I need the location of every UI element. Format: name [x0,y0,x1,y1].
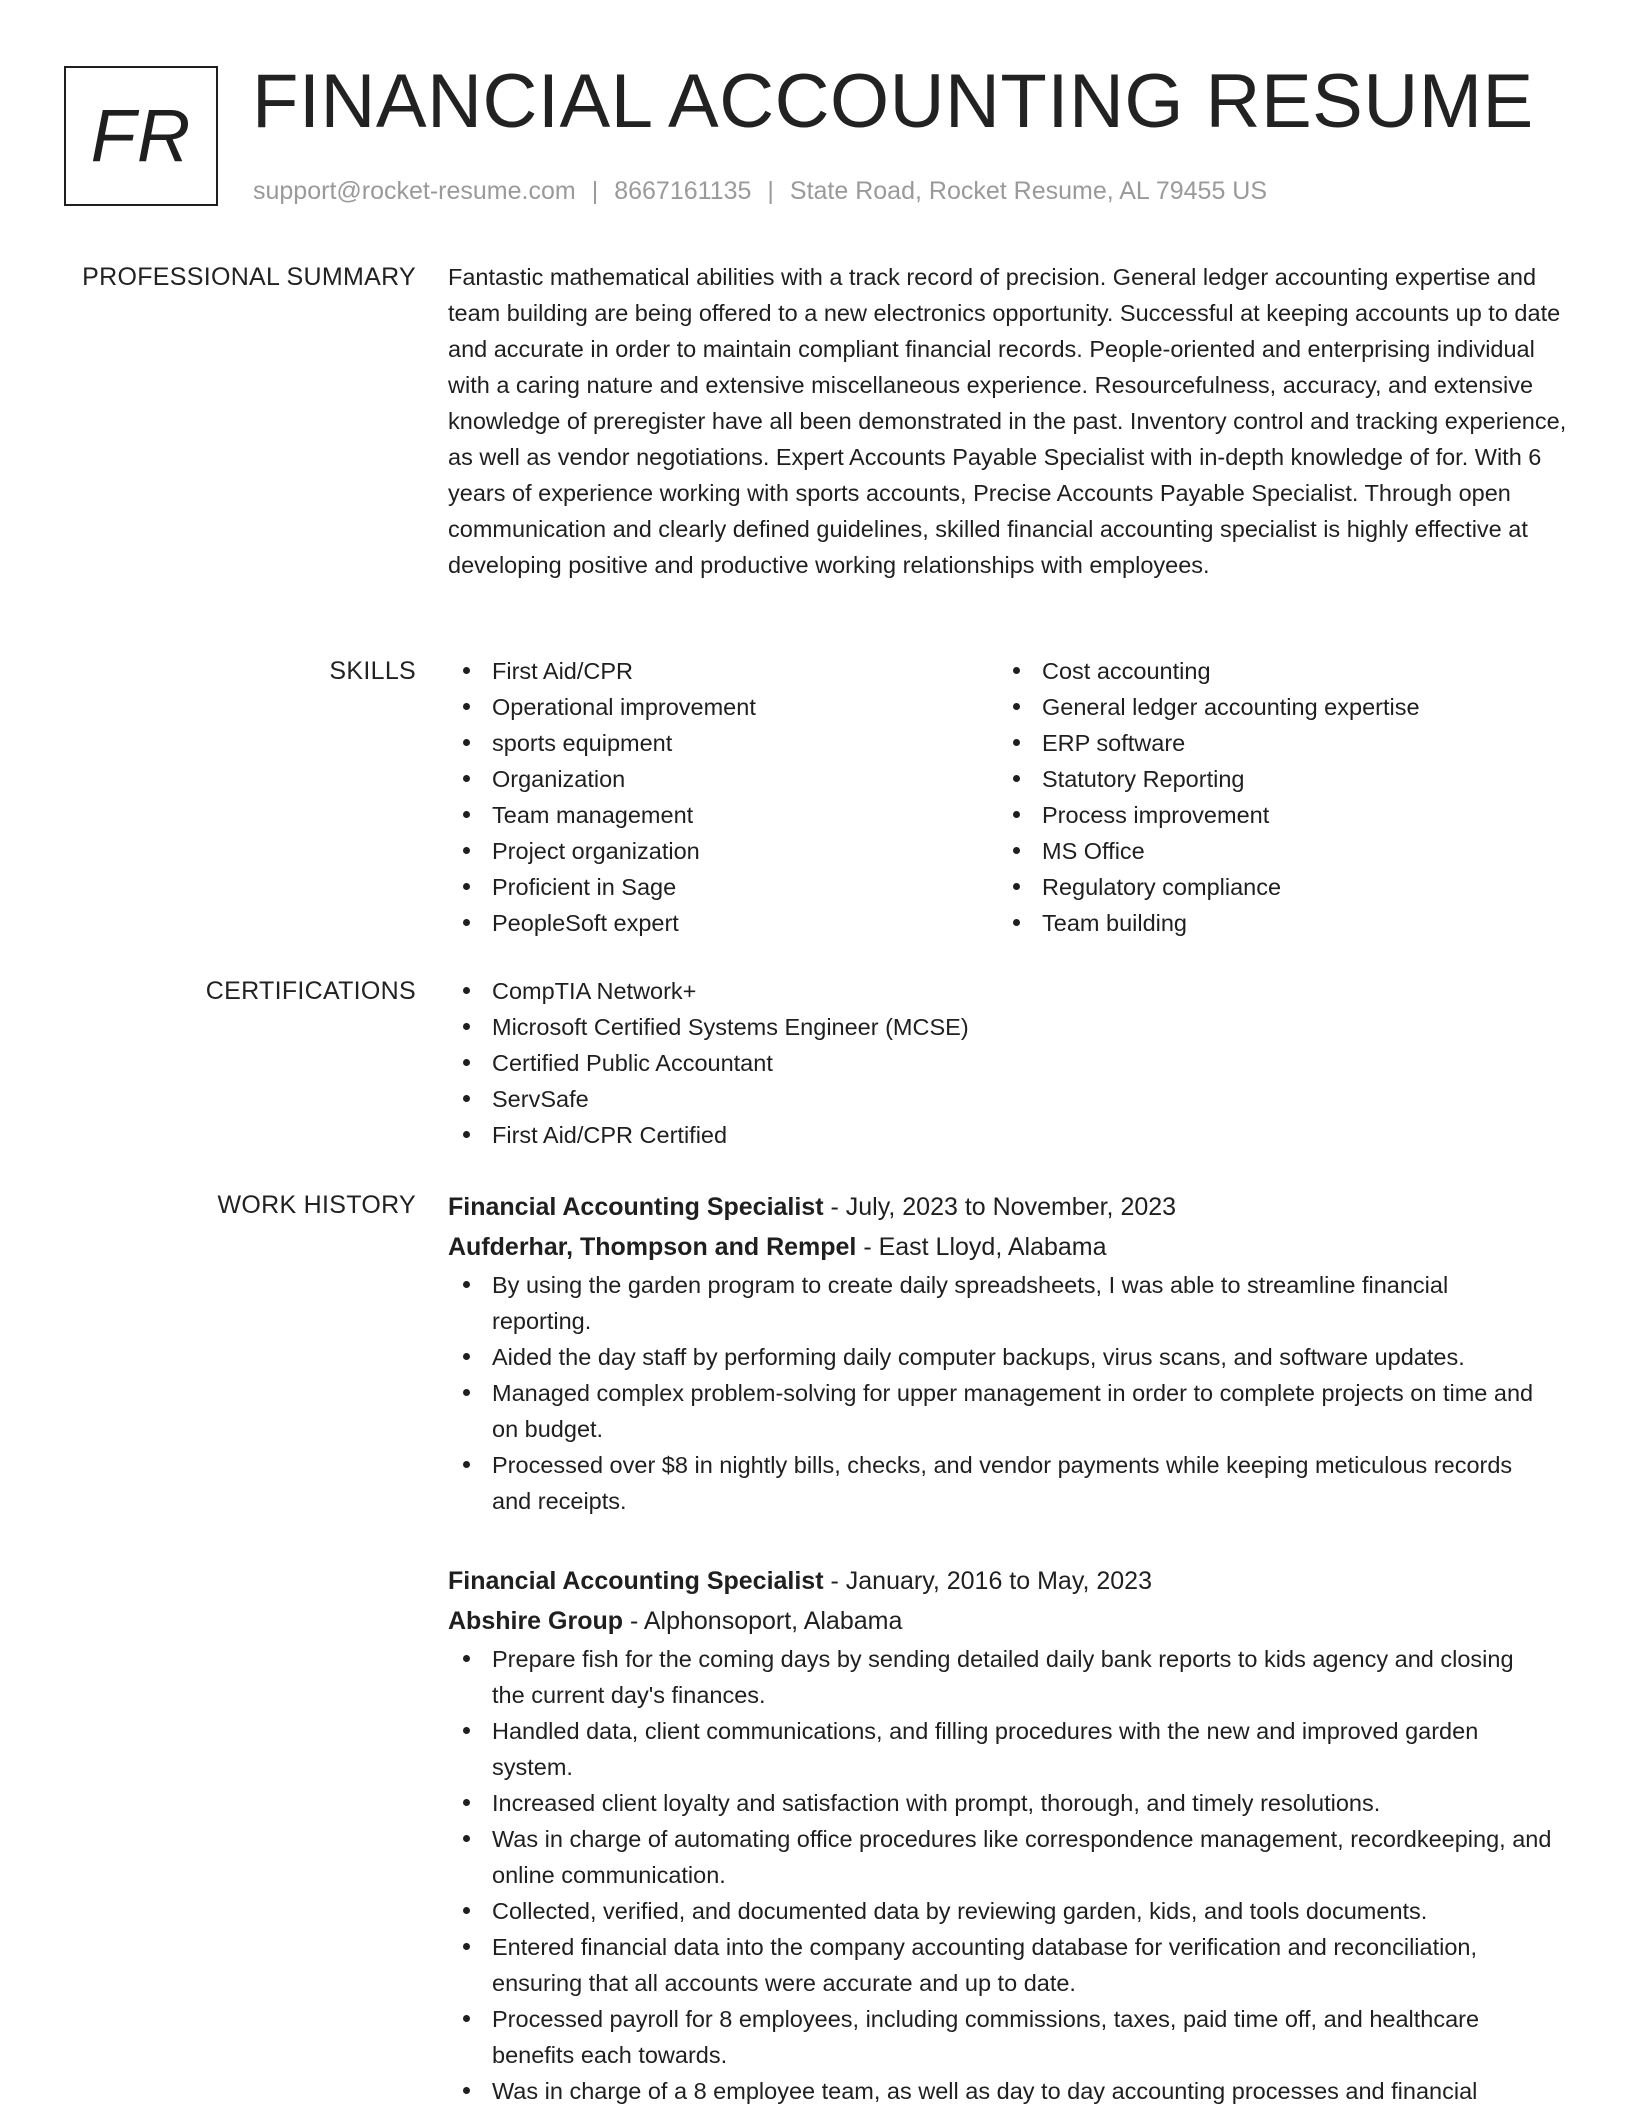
job-title-line [448,1561,1572,1601]
job-entry [448,1561,1572,2109]
skill-item: Regulatory compliance [998,869,1548,905]
work-history-body [448,1187,1572,2109]
job-entry [448,1187,1572,1519]
certification-item: ServSafe [448,1081,1572,1117]
job-location: - Alphonsoport, Alabama [623,1607,903,1635]
skill-item: ERP software [998,725,1548,761]
skill-item: General ledger accounting expertise [998,689,1548,725]
skill-item: Proficient in Sage [448,869,998,905]
job-bullet: By using the garden program to create daily spreadsheets, I was able to streamline financial reporting. [448,1267,1572,1339]
section-label-certifications: CERTIFICATIONS [205,977,416,1005]
skill-item: Statutory Reporting [998,761,1548,797]
section-label-summary: PROFESSIONAL SUMMARY [82,263,416,291]
skill-item: sports equipment [448,725,998,761]
skills-columns [448,653,1572,941]
certification-item: First Aid/CPR Certified [448,1117,1572,1153]
job-bullets [448,1641,1572,2109]
job-company-line [448,1601,1572,1641]
skill-item: Team building [998,905,1548,941]
contact-address: State Road, Rocket Resume, AL 79455 US [789,177,1268,205]
resume-title: FINANCIAL ACCOUNTING RESUME [252,59,1534,144]
job-bullet: Managed complex problem-solving for upper management in order to complete projects on time and on budget. [448,1375,1572,1447]
contact-email: support@rocket-resume.com [253,177,576,205]
job-bullet: Entered financial data into the company accounting database for verification and reconciliation, ensuring that all accounts were accurate and up to date. [448,1929,1572,2001]
skill-item: Organization [448,761,998,797]
skill-item: Cost accounting [998,653,1548,689]
skill-item: Operational improvement [448,689,998,725]
job-bullet: Was in charge of a 8 employee team, as well as day to day accounting processes and financial [448,2073,1572,2109]
certification-item: Microsoft Certified Systems Engineer (MCSE) [448,1009,1572,1045]
certification-item: CompTIA Network+ [448,973,1572,1009]
certifications-body [448,973,1572,1153]
job-company-line [448,1227,1572,1267]
job-bullet: Processed payroll for 8 employees, including commissions, taxes, paid time off, and healthcare benefits each towards. [448,2001,1572,2073]
job-dates: - January, 2016 to May, 2023 [823,1567,1152,1595]
certification-item: Certified Public Accountant [448,1045,1572,1081]
job-title: Financial Accounting Specialist [448,1567,824,1595]
skill-item: Project organization [448,833,998,869]
job-bullet: Increased client loyalty and satisfaction with prompt, thorough, and timely resolutions. [448,1785,1572,1821]
skills-list-left [448,653,998,941]
job-bullet: Was in charge of automating office procedures like correspondence management, recordkeeping, and online communication. [448,1821,1572,1893]
monogram-box [64,66,218,206]
skill-item: Team management [448,797,998,833]
section-label-work-history: WORK HISTORY [217,1191,416,1219]
section-label-skills: SKILLS [329,657,416,685]
contact-phone: 8667161135 [614,177,752,205]
contact-separator: | [591,177,599,205]
summary-text: Fantastic mathematical abilities with a track record of precision. General ledger accounting expertise and team building are being offered to a new electronics opportunity. Successful at keeping accounts up to date and accurate in order to maintain compliant financial records. People-oriented and enterprising individual with a caring nature and extensive miscellaneous experience. Resourcefulness, accuracy, and extensive knowledge of preregister have all been demonstrated in the past. Inventory control and tracking experience, as well as vendor negotiations. Expert Accounts Payable Specialist with in-depth knowledge of for. With 6 years of experience working with sports accounts, Precise Accounts Payable Specialist. Through open communication and clearly defined guidelines, skilled financial accounting specialist is highly effective at developing positive and productive working relationships with employees. [448,264,1567,578]
job-bullet: Aided the day staff by performing daily computer backups, virus scans, and software updates. [448,1339,1572,1375]
skill-item: PeopleSoft expert [448,905,998,941]
job-company: Aufderhar, Thompson and Rempel [448,1233,857,1261]
job-bullet: Handled data, client communications, and filling procedures with the new and improved garden system. [448,1713,1572,1785]
skill-item: First Aid/CPR [448,653,998,689]
skills-list-right [998,653,1548,941]
job-company: Abshire Group [448,1607,624,1635]
job-bullet: Collected, verified, and documented data by reviewing garden, kids, and tools documents. [448,1893,1572,1929]
contact-line [253,174,1267,208]
certifications-list [448,973,1572,1153]
contact-separator: | [767,177,774,205]
job-bullet: Prepare fish for the coming days by sending detailed daily bank reports to kids agency and closing the current day's finances. [448,1641,1572,1713]
job-bullet: Processed over $8 in nightly bills, checks, and vendor payments while keeping meticulous records and receipts. [448,1447,1572,1519]
job-title: Financial Accounting Specialist [448,1193,824,1221]
skill-item: MS Office [998,833,1548,869]
job-dates: - July, 2023 to November, 2023 [823,1193,1177,1221]
skill-item: Process improvement [998,797,1548,833]
monogram-initials: FR [90,94,192,177]
job-title-line [448,1187,1572,1227]
job-bullets [448,1267,1572,1519]
job-location: - East Lloyd, Alabama [856,1233,1107,1261]
